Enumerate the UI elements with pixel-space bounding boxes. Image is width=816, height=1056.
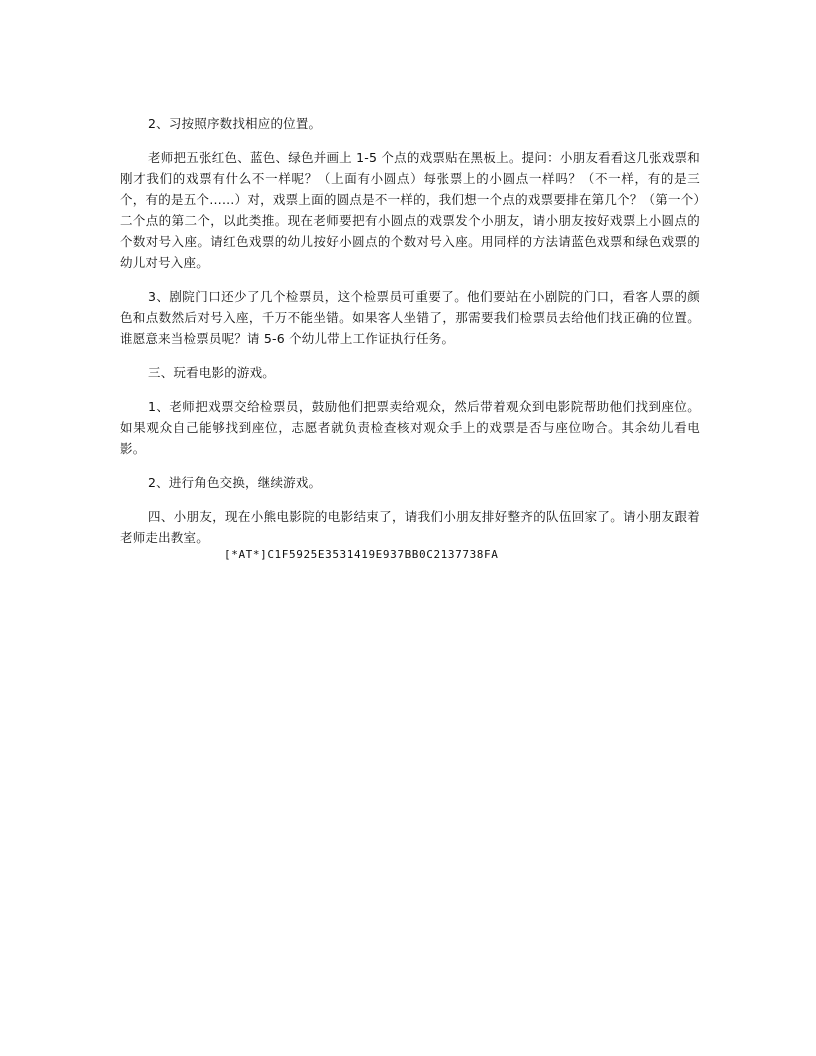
paragraph-step-2: 2、习按照序数找相应的位置。 — [148, 116, 322, 131]
paragraph-step-3: 3、剧院门口还少了几个检票员，这个检票员可重要了。他们要站在小剧院的门口，看客人票的颜色和点数然后对号入座，千万不能坐错。如果客人坐错了，那需要我们检票员去给他们找正确的位置。谁愿意来当检票员呢？请 5-6 个幼儿带上工作证执行任务。 — [120, 289, 700, 346]
paragraph-game-step-1: 1、老师把戏票交给检票员，鼓励他们把票卖给观众，然后带着观众到电影院帮助他们找到座位。如果观众自己能够找到座位，志愿者就负责检查核对观众手上的戏票是否与座位吻合。其余幼儿看电影。 — [120, 399, 700, 456]
document-code: [*AT*]C1F5925E3531419E937BB0C2137738FA — [224, 548, 499, 561]
document-body — [120, 113, 700, 562]
paragraph-game-step-2: 2、进行角色交换，继续游戏。 — [148, 475, 322, 490]
paragraph-section-3-heading: 三、玩看电影的游戏。 — [148, 365, 276, 380]
paragraph-ticket-explanation: 老师把五张红色、蓝色、绿色并画上 1-5 个点的戏票贴在黑板上。提问：小朋友看看这几张戏票和刚才我们的戏票有什么不一样呢？（上面有小圆点）每张票上的小圆点一样吗？（不一样，有的是三个，有的是五个……）对，戏票上面的圆点是不一样的，我们想一个点的戏票要排在第几个？（第一个）二个点的第二个，以此类推。现在老师要把有小圆点的戏票发个小朋友，请小朋友按好戏票上小圆点的个数对号入座。请红色戏票的幼儿按好小圆点的个数对号入座。用同样的方法请蓝色戏票和绿色戏票的幼儿对号入座。 — [120, 150, 700, 270]
paragraph-section-4: 四、小朋友，现在小熊电影院的电影结束了，请我们小朋友排好整齐的队伍回家了。请小朋友跟着老师走出教室。 — [120, 509, 700, 545]
